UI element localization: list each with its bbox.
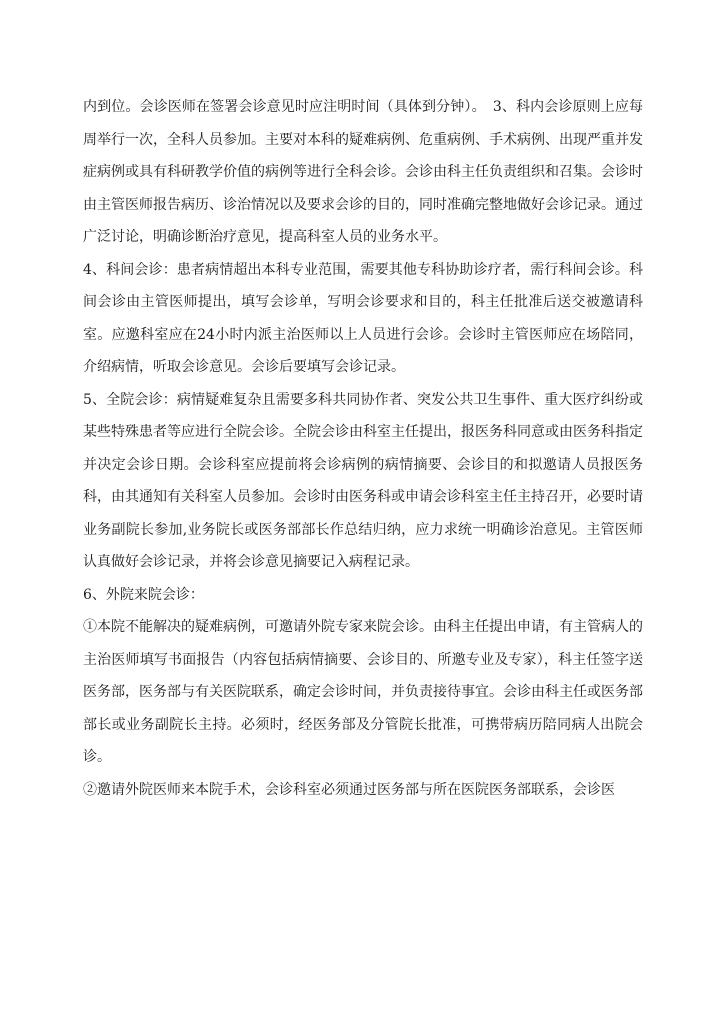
document-body	[83, 91, 643, 806]
paragraph-external-consultation-item-1: ①本院不能解决的疑难病例，可邀请外院专家来院会诊。由科主任提出申请，有主管病人的主治医师填写书面报告（内容包括病情摘要、会诊目的、所邀专业及专家），科主任签字送医务部，医务部与有关医院联系，确定会诊时间，并负责接待事宜。会诊由科主任或医务部部长或业务副院长主持。必须时，经医务部及分管院长批准，可携带病历陪同病人出院会诊。	[83, 619, 643, 765]
paragraph-inter-department-consultation: 4、科间会诊：患者病情超出本科专业范围，需要其他专科协助诊疗者，需行科间会诊。科间会诊由主管医师提出，填写会诊单，写明会诊要求和目的，科主任批准后送交被邀请科室。应邀科室应在24小时内派主治医师以上人员进行会诊。会诊时主管医师应在场陪同，介绍病情，听取会诊意见。会诊后要填写会诊记录。	[83, 261, 643, 375]
paragraph-external-consultation-item-2: ②邀请外院医师来本院手术，会诊科室必须通过医务部与所在医院医务部联系，会诊医	[83, 781, 615, 798]
paragraph-hospital-wide-consultation: 5、全院会诊：病情疑难复杂且需要多科共同协作者、突发公共卫生事件、重大医疗纠纷或某些特殊患者等应进行全院会诊。全院会诊由科室主任提出，报医务科同意或由医务科指定并决定会诊日期。会诊科室应提前将会诊病例的病情摘要、会诊目的和拟邀请人员报医务科，由其通知有关科室人员参加。会诊时由医务科或申请会诊科室主任主持召开，必要时请业务副院长参加,业务院长或医务部部长作总结归纳，应力求统一明确诊治意见。主管医师认真做好会诊记录，并将会诊意见摘要记入病程记录。	[83, 391, 643, 570]
paragraph-intra-department-consultation: 内到位。会诊医师在签署会诊意见时应注明时间（具体到分钟）。 3、科内会诊原则上应每周举行一次，全科人员参加。主要对本科的疑难病例、危重病例、手术病例、出现严重并发症病例或具有科研教学价值的病例等进行全科会诊。会诊由科主任负责组织和召集。会诊时由主管医师报告病历、诊治情况以及要求会诊的目的，同时准确完整地做好会诊记录。通过广泛讨论，明确诊断治疗意见，提高科室人员的业务水平。	[83, 99, 643, 245]
heading-external-consultation: 6、外院来院会诊：	[83, 586, 204, 603]
